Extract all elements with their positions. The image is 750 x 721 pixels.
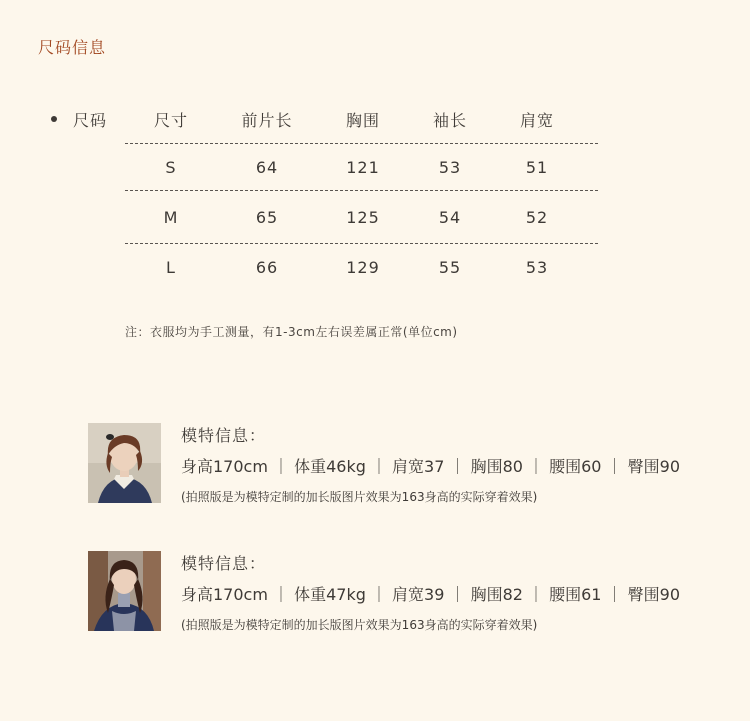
model-info-1 (0, 423, 750, 513)
header-chest: 胸围 (345, 111, 380, 130)
sleeve-cell: 55 (438, 258, 462, 277)
size-cell: M (163, 208, 179, 227)
table-row (0, 258, 750, 280)
model-info-title: 模特信息： (181, 426, 267, 445)
table-row (0, 208, 750, 230)
shoulder-cell: 51 (525, 158, 549, 177)
front-length-cell: 66 (255, 258, 279, 277)
chest-cell: 129 (346, 258, 380, 277)
shoulder-cell: 52 (525, 208, 549, 227)
model-measurements: 身高170cm ｜ 体重47kg ｜ 肩宽39 ｜ 胸围82 ｜ 腰围61 ｜ 臀围90 (181, 585, 681, 604)
model-measurements: 身高170cm ｜ 体重46kg ｜ 肩宽37 ｜ 胸围80 ｜ 腰围60 ｜ 臀围90 (181, 457, 681, 476)
measurement-note: 注：衣服均为手工测量，有1-3cm左右误差属正常(单位cm) (125, 325, 458, 339)
model-info-title: 模特信息： (181, 554, 267, 573)
size-cell: S (165, 158, 177, 177)
front-length-cell: 65 (255, 208, 279, 227)
header-dimension: 尺寸 (153, 111, 188, 130)
table-divider (125, 190, 598, 191)
model-photo-1 (88, 423, 161, 503)
sleeve-cell: 54 (438, 208, 462, 227)
table-divider (125, 143, 598, 144)
model-photo-2 (88, 551, 161, 631)
model-photo-note: (拍照版是为模特定制的加长版图片效果为163身高的实际穿着效果) (181, 618, 538, 632)
section-title: 尺码信息 (38, 38, 107, 57)
chest-cell: 121 (346, 158, 380, 177)
header-size-label: 尺码 (73, 111, 108, 130)
sleeve-cell: 53 (438, 158, 462, 177)
front-length-cell: 64 (255, 158, 279, 177)
chest-cell: 125 (346, 208, 380, 227)
model-info-2 (0, 551, 750, 641)
model-photo-image (88, 551, 161, 631)
table-header-row (0, 108, 750, 130)
header-shoulder: 肩宽 (519, 111, 554, 130)
header-front-length: 前片长 (241, 111, 293, 130)
header-sleeve: 袖长 (432, 111, 467, 130)
table-row (0, 158, 750, 180)
shoulder-cell: 53 (525, 258, 549, 277)
model-photo-note: (拍照版是为模特定制的加长版图片效果为163身高的实际穿着效果) (181, 490, 538, 504)
table-divider (125, 243, 598, 244)
model-photo-image (88, 423, 161, 503)
size-cell: L (166, 258, 176, 277)
